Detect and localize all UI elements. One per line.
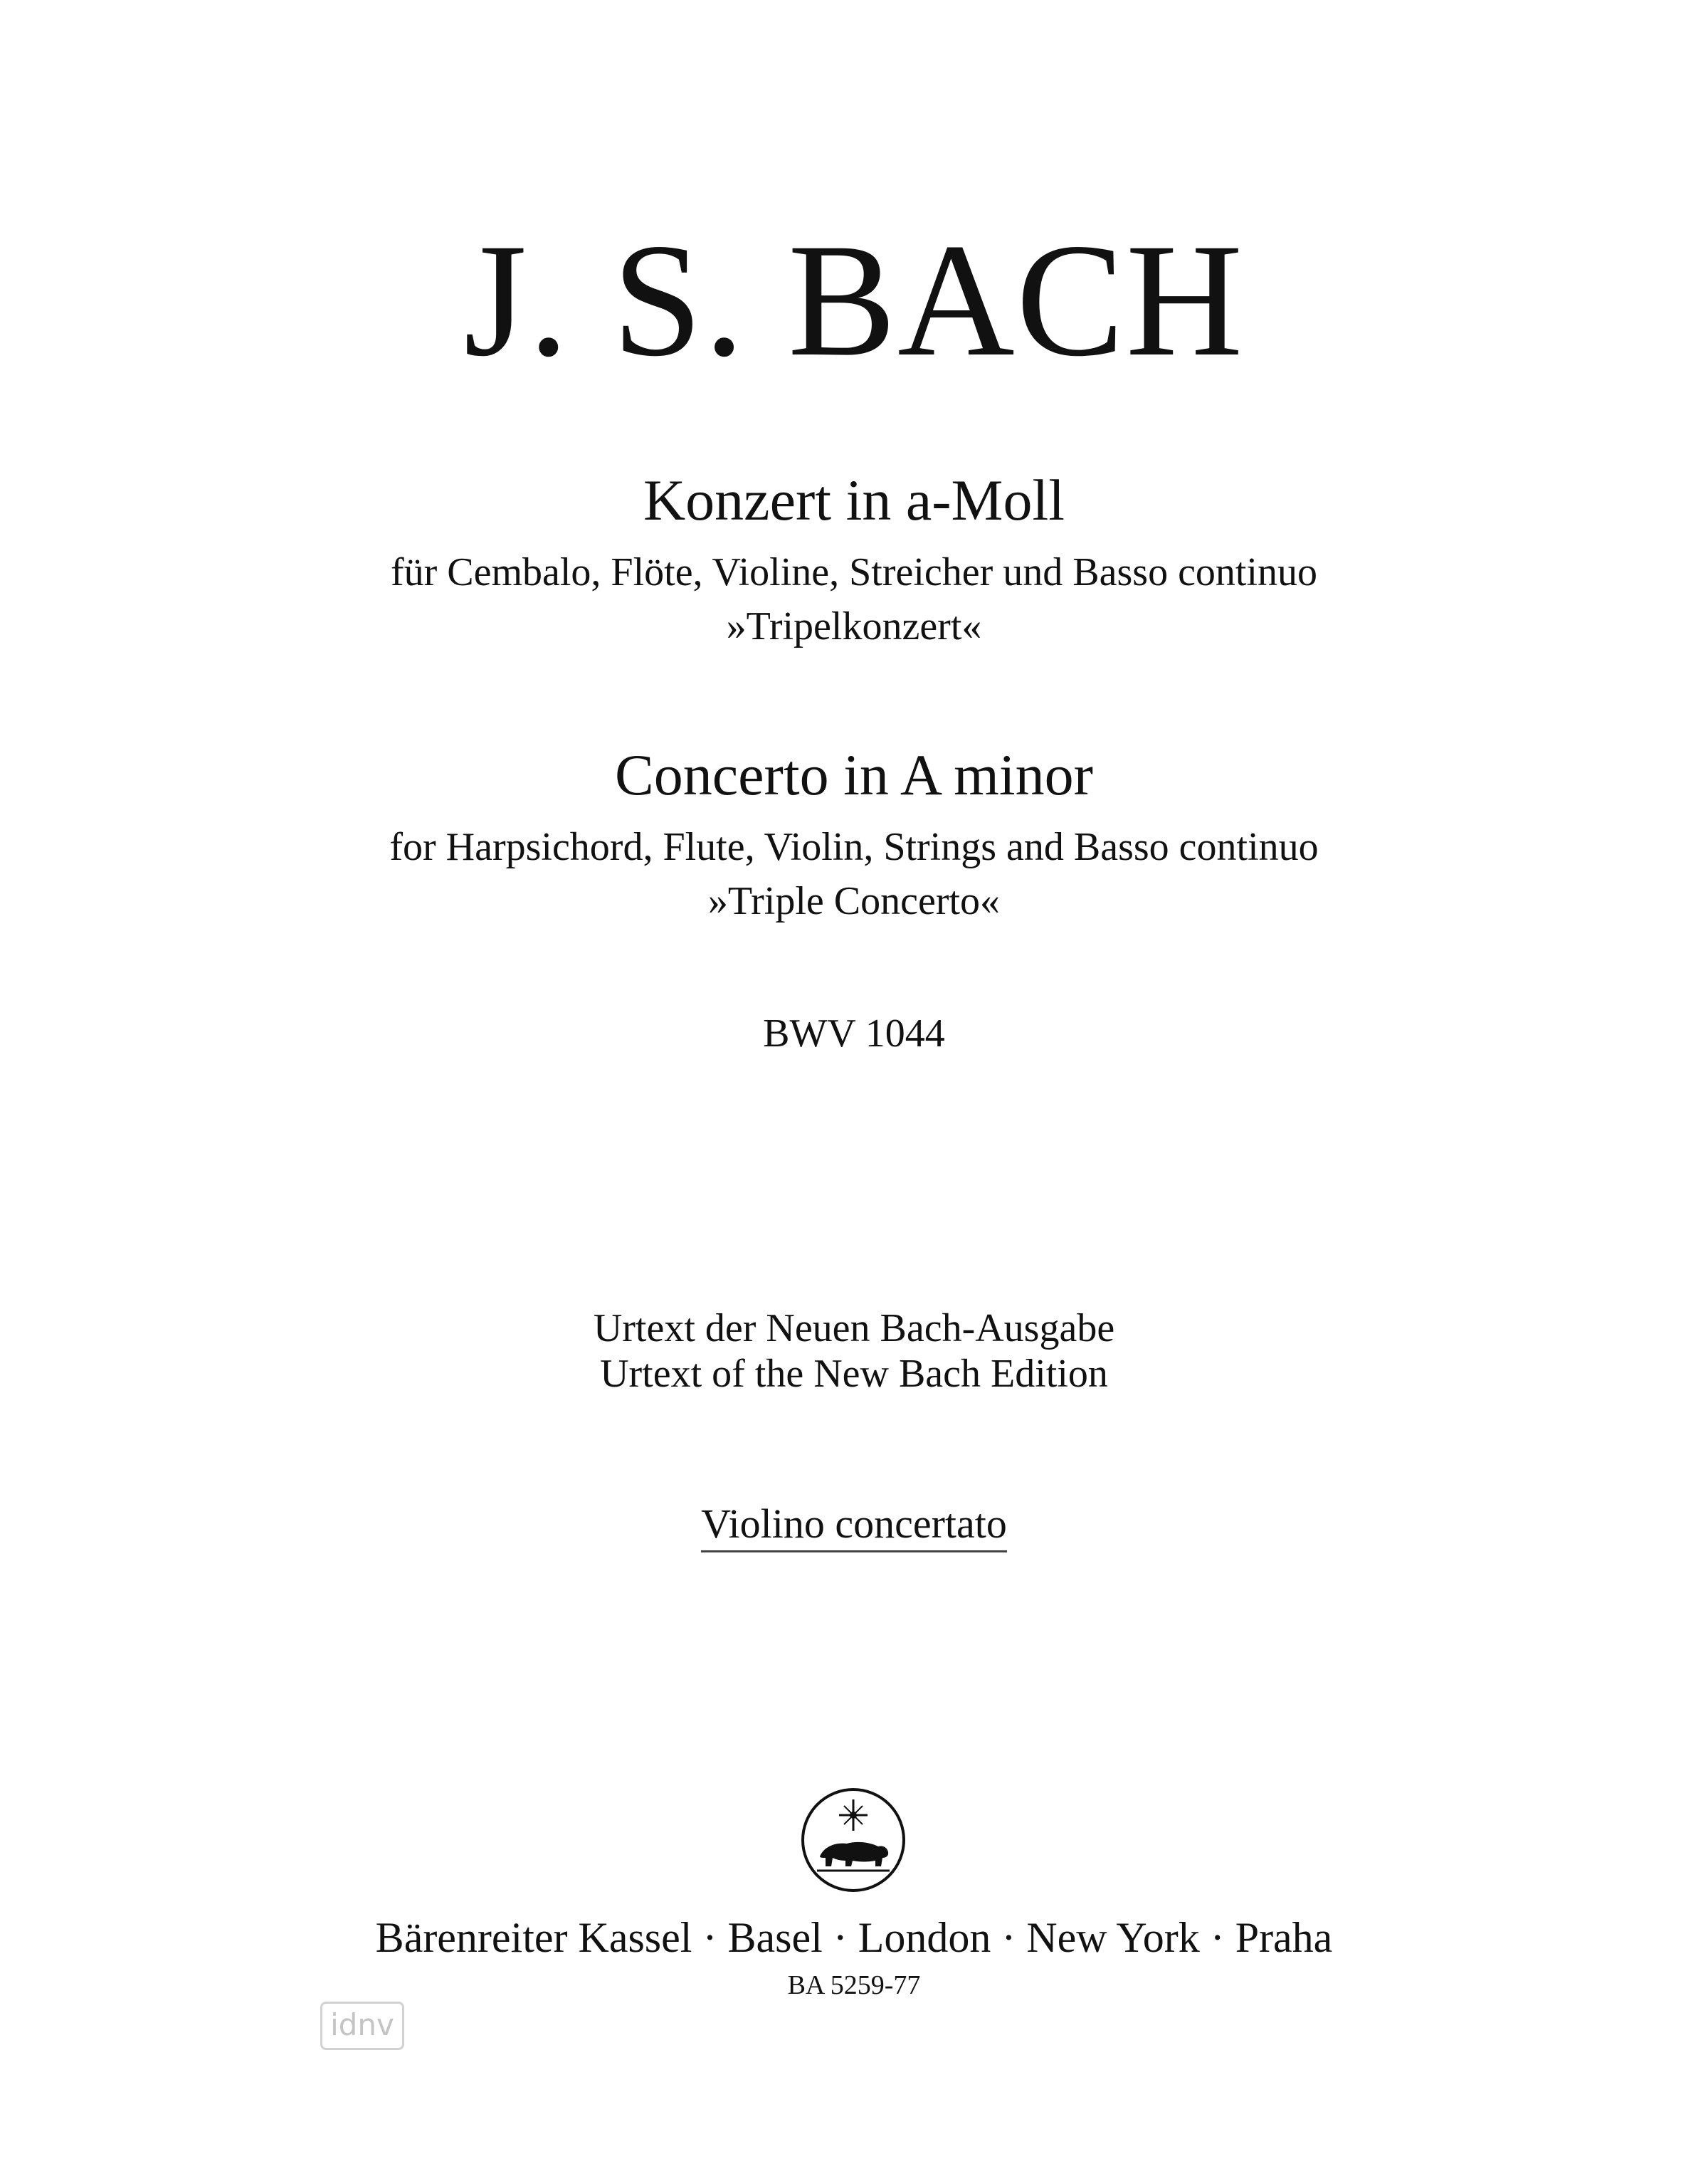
catalog-number: BWV 1044 <box>763 1011 945 1056</box>
publisher-places: Bärenreiter Kassel · Basel · London · New York · Praha <box>375 1914 1333 1961</box>
part-name-label: Violino concertato <box>701 1503 1007 1552</box>
watermark-badge: idnv <box>320 2002 404 2050</box>
composer-name: J. S. BACH <box>463 211 1245 390</box>
title-english: Concerto in A minor <box>615 742 1093 807</box>
urtext-german: Urtext der Neuen Bach-Ausgabe <box>593 1306 1115 1350</box>
edition-number: BA 5259-77 <box>787 1970 921 2000</box>
nickname-german: »Tripelkonzert« <box>726 604 982 648</box>
subtitle-english: for Harpsichord, Flute, Violin, Strings and Basso continuo <box>389 825 1319 869</box>
nickname-english: »Triple Concerto« <box>707 879 1001 923</box>
urtext-english: Urtext of the New Bach Edition <box>600 1352 1108 1396</box>
title-german: Konzert in a-Moll <box>643 468 1065 532</box>
part-name <box>0 1500 1708 1552</box>
baerenreiter-bear-star-logo-icon <box>800 1787 907 1893</box>
subtitle-german: für Cembalo, Flöte, Violine, Streicher und Basso continuo <box>390 550 1318 594</box>
